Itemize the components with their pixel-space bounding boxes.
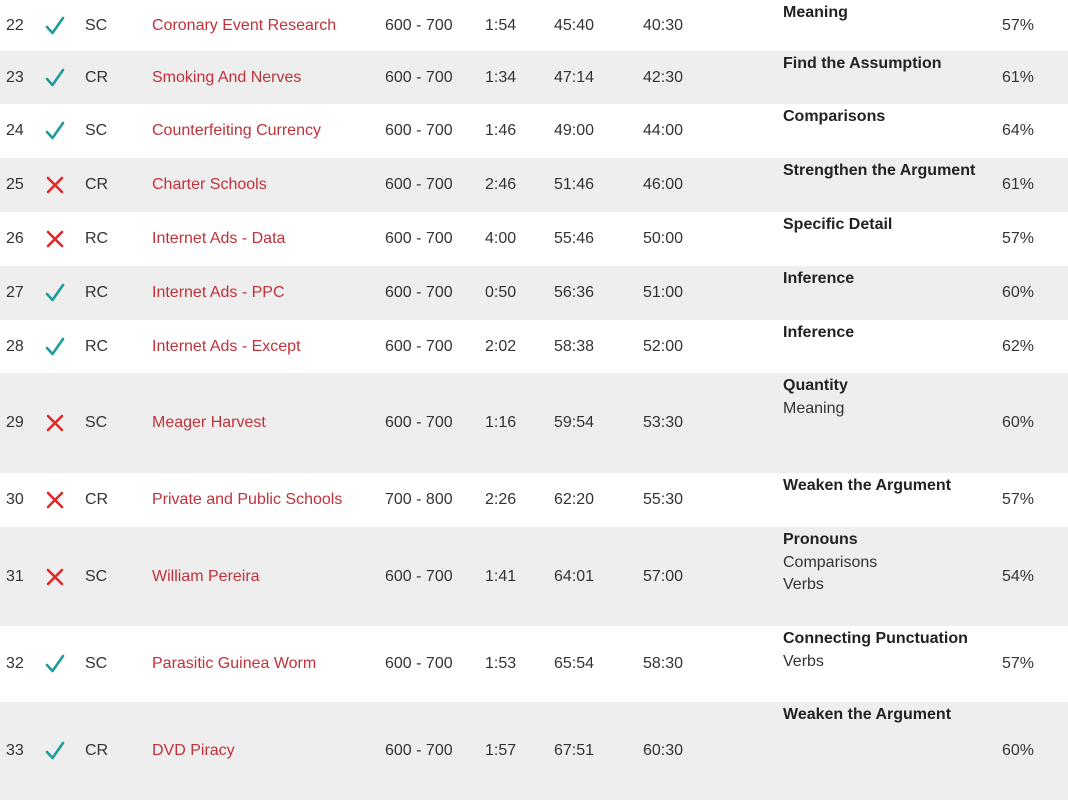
time-spent: 1:53 — [485, 655, 517, 672]
question-number: 32 — [6, 655, 24, 672]
percent-correct: 60% — [1002, 414, 1035, 431]
target-time: 52:00 — [643, 337, 684, 355]
elapsed-time: 56:36 — [554, 284, 595, 301]
target-time: 55:30 — [643, 491, 684, 508]
difficulty-range: 600 - 700 — [385, 230, 453, 247]
question-type: SC — [85, 414, 108, 431]
elapsed-time: 51:46 — [554, 176, 595, 193]
difficulty-range: 600 - 700 — [385, 567, 453, 585]
primary-topic: Strengthen the Argument — [783, 162, 976, 179]
primary-topic: Find the Assumption — [783, 55, 942, 72]
elapsed-time: 59:54 — [554, 414, 595, 431]
topics-list — [783, 473, 951, 498]
question-title-link[interactable]: Counterfeiting Currency — [152, 122, 321, 139]
question-type: SC — [85, 122, 108, 139]
secondary-topic: Verbs — [783, 652, 824, 670]
question-type: RC — [85, 284, 109, 301]
difficulty-range: 600 - 700 — [385, 742, 453, 759]
table-row — [0, 473, 1068, 527]
question-number: 33 — [6, 742, 24, 759]
percent-correct: 54% — [1002, 567, 1035, 585]
question-type: CR — [85, 491, 109, 508]
question-title-link[interactable]: Meager Harvest — [152, 414, 266, 431]
elapsed-time: 67:51 — [554, 742, 595, 759]
table-row — [0, 702, 1068, 800]
question-title-link[interactable]: Internet Ads - Data — [152, 230, 286, 247]
difficulty-range: 600 - 700 — [385, 655, 453, 672]
primary-topic: Weaken the Argument — [783, 706, 952, 723]
time-spent: 1:34 — [485, 68, 517, 86]
time-spent: 1:16 — [485, 414, 517, 431]
elapsed-time: 55:46 — [554, 230, 595, 247]
difficulty-range: 600 - 700 — [385, 122, 453, 139]
topics-list — [783, 373, 848, 420]
question-title-link[interactable]: Coronary Event Research — [152, 16, 337, 34]
table-row — [0, 51, 1068, 104]
percent-correct: 62% — [1002, 337, 1035, 355]
target-time: 50:00 — [643, 230, 684, 247]
question-number: 23 — [6, 68, 24, 86]
question-type: RC — [85, 337, 109, 355]
topics-list — [783, 158, 975, 183]
table-row — [0, 0, 1068, 51]
checkmark-icon — [44, 67, 66, 89]
primary-topic: Inference — [783, 324, 855, 341]
difficulty-range: 600 - 700 — [385, 284, 453, 301]
time-spent: 1:41 — [485, 567, 517, 585]
question-type: CR — [85, 68, 109, 86]
checkmark-icon — [44, 740, 66, 762]
question-title-link[interactable]: Private and Public Schools — [152, 491, 343, 508]
difficulty-range: 600 - 700 — [385, 16, 453, 34]
secondary-topic: Verbs — [783, 576, 824, 594]
question-number: 30 — [6, 491, 24, 508]
checkmark-icon — [44, 653, 66, 675]
question-title-link[interactable]: William Pereira — [152, 567, 260, 585]
topics-list — [783, 266, 854, 291]
checkmark-icon — [44, 15, 66, 37]
question-type: RC — [85, 230, 109, 247]
table-row — [0, 320, 1068, 373]
elapsed-time: 65:54 — [554, 655, 595, 672]
time-spent: 4:00 — [485, 230, 517, 247]
percent-correct: 61% — [1002, 176, 1035, 193]
primary-topic: Connecting Punctuation — [783, 630, 968, 647]
topics-list — [783, 626, 968, 673]
table-row — [0, 626, 1068, 702]
question-type: CR — [85, 176, 109, 193]
question-number: 29 — [6, 414, 24, 431]
question-title-link[interactable]: DVD Piracy — [152, 742, 235, 759]
target-time: 58:30 — [643, 655, 684, 672]
table-row — [0, 212, 1068, 266]
question-type: SC — [85, 655, 108, 672]
question-type: SC — [85, 16, 108, 34]
checkmark-icon — [44, 336, 66, 358]
percent-correct: 60% — [1002, 284, 1035, 301]
target-time: 57:00 — [643, 567, 684, 585]
target-time: 44:00 — [643, 122, 684, 139]
primary-topic: Comparisons — [783, 108, 886, 125]
target-time: 46:00 — [643, 176, 684, 193]
topics-list — [783, 104, 885, 129]
primary-topic: Quantity — [783, 377, 848, 394]
cross-icon — [44, 566, 66, 588]
table-row — [0, 373, 1068, 473]
question-number: 28 — [6, 337, 24, 355]
percent-correct: 57% — [1002, 655, 1035, 672]
question-number: 24 — [6, 122, 24, 139]
cross-icon — [44, 174, 66, 196]
percent-correct: 57% — [1002, 491, 1035, 508]
question-title-link[interactable]: Smoking And Nerves — [152, 68, 302, 86]
topics-list — [783, 527, 877, 597]
question-title-link[interactable]: Internet Ads - PPC — [152, 284, 285, 301]
table-row — [0, 266, 1068, 320]
question-number: 27 — [6, 284, 24, 301]
cross-icon — [44, 412, 66, 434]
question-number: 25 — [6, 176, 24, 193]
time-spent: 1:46 — [485, 122, 517, 139]
primary-topic: Meaning — [783, 4, 848, 21]
percent-correct: 57% — [1002, 230, 1035, 247]
target-time: 51:00 — [643, 284, 684, 301]
elapsed-time: 45:40 — [554, 16, 595, 34]
time-spent: 2:46 — [485, 176, 517, 193]
elapsed-time: 62:20 — [554, 491, 595, 508]
percent-correct: 61% — [1002, 68, 1035, 86]
target-time: 40:30 — [643, 16, 684, 34]
cross-icon — [44, 228, 66, 250]
primary-topic: Weaken the Argument — [783, 477, 952, 494]
topics-list — [783, 51, 942, 76]
time-spent: 1:54 — [485, 16, 517, 34]
secondary-topic: Meaning — [783, 399, 845, 417]
question-type: CR — [85, 742, 109, 759]
primary-topic: Inference — [783, 270, 855, 287]
question-number: 22 — [6, 16, 24, 34]
cross-icon — [44, 489, 66, 511]
table-row — [0, 527, 1068, 626]
time-spent: 0:50 — [485, 284, 517, 301]
secondary-topic: Comparisons — [783, 553, 878, 571]
elapsed-time: 64:01 — [554, 567, 595, 585]
time-spent: 2:02 — [485, 337, 517, 355]
difficulty-range: 600 - 700 — [385, 414, 453, 431]
elapsed-time: 47:14 — [554, 68, 595, 86]
question-number: 26 — [6, 230, 24, 247]
time-spent: 1:57 — [485, 742, 517, 759]
elapsed-time: 58:38 — [554, 337, 595, 355]
question-number: 31 — [6, 567, 24, 585]
question-title-link[interactable]: Charter Schools — [152, 176, 267, 193]
difficulty-range: 600 - 700 — [385, 176, 453, 193]
target-time: 42:30 — [643, 68, 684, 86]
target-time: 53:30 — [643, 414, 684, 431]
question-type: SC — [85, 567, 108, 585]
percent-correct: 57% — [1002, 16, 1035, 34]
topics-list — [783, 0, 848, 25]
table-row — [0, 104, 1068, 158]
target-time: 60:30 — [643, 742, 684, 759]
primary-topic: Pronouns — [783, 531, 858, 548]
table-row — [0, 158, 1068, 212]
difficulty-range: 600 - 700 — [385, 68, 453, 86]
time-spent: 2:26 — [485, 491, 517, 508]
difficulty-range: 700 - 800 — [385, 491, 453, 508]
difficulty-range: 600 - 700 — [385, 337, 453, 355]
checkmark-icon — [44, 282, 66, 304]
primary-topic: Specific Detail — [783, 216, 893, 233]
topics-list — [783, 702, 951, 727]
elapsed-time: 49:00 — [554, 122, 595, 139]
question-title-link[interactable]: Internet Ads - Except — [152, 337, 301, 355]
percent-correct: 60% — [1002, 742, 1035, 759]
question-title-link[interactable]: Parasitic Guinea Worm — [152, 655, 317, 672]
topics-list — [783, 320, 854, 345]
checkmark-icon — [44, 120, 66, 142]
topics-list — [783, 212, 892, 237]
percent-correct: 64% — [1002, 122, 1035, 139]
